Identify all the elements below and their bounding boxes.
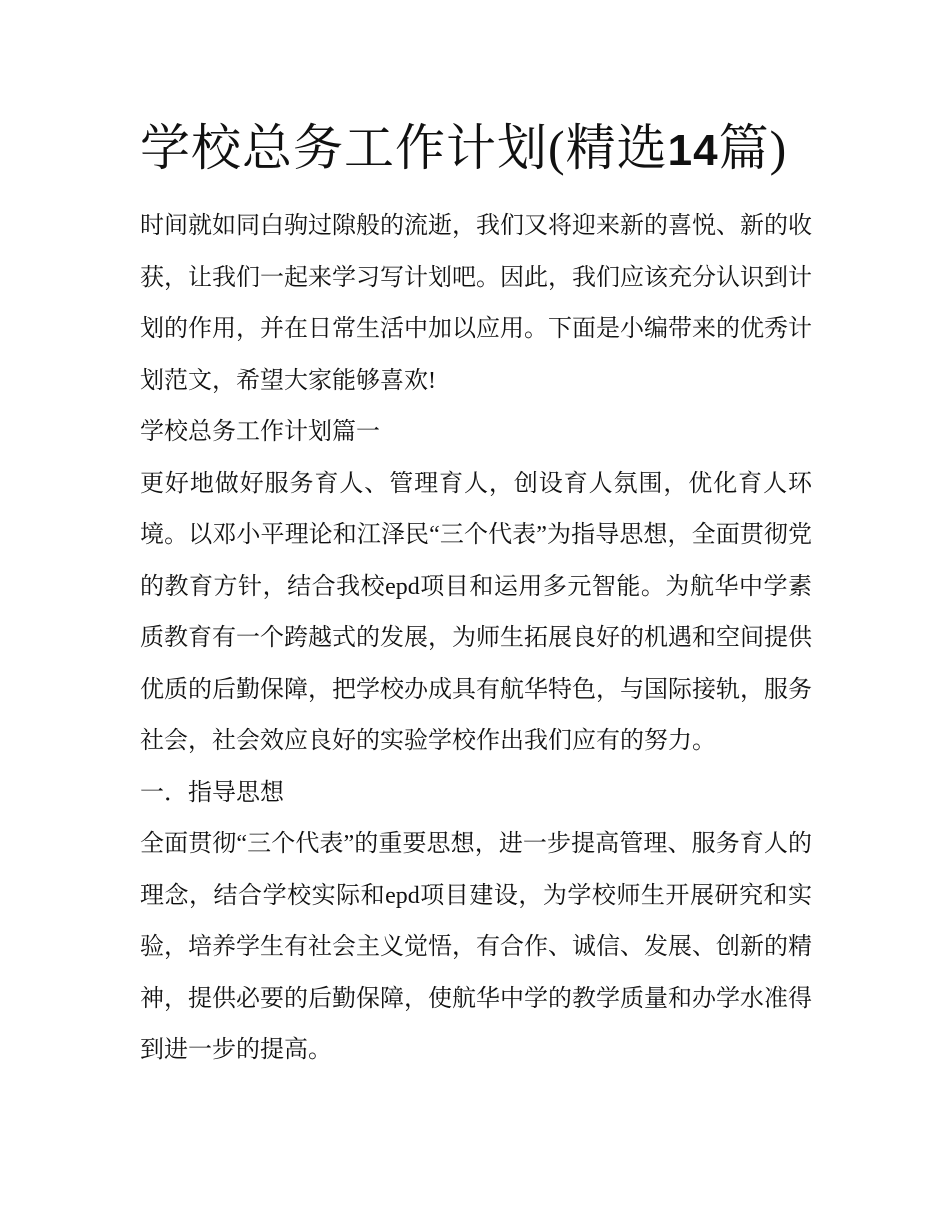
section-1-paragraph: 更好地做好服务育人、管理育人，创设育人氛围，优化育人环境。以邓小平理论和江泽民“三个代表”为指导思想，全面贯彻党的教育方针，结合我校epd项目和运用多元智能。为航华中学素质教育有一个跨越式的发展，为师生拓展良好的机遇和空间提供优质的后勤保障，把学校办成具有航华特色，与国际接轨，服务社会，社会效应良好的实验学校作出我们应有的努力。 bbox=[140, 470, 812, 754]
title-number: 14 bbox=[667, 126, 719, 175]
document-page bbox=[140, 108, 812, 1077]
document-title bbox=[140, 108, 812, 191]
subsection-heading-guiding-ideology: 一．指导思想 bbox=[140, 779, 284, 806]
title-text-start: 学校总务工作计划(精选 bbox=[140, 120, 668, 176]
section-heading-1: 学校总务工作计划篇一 bbox=[140, 419, 380, 445]
title-text-end: 篇) bbox=[718, 120, 788, 176]
intro-paragraph: 时间就如同白驹过隙般的流逝，我们又将迎来新的喜悦、新的收获，让我们一起来学习写计划吧。因此，我们应该充分认识到计划的作用，并在日常生活中加以应用。下面是小编带来的优秀计划范文，希望大家能够喜欢! bbox=[140, 213, 812, 394]
guiding-ideology-paragraph: 全面贯彻“三个代表”的重要思想，进一步提高管理、服务育人的理念，结合学校实际和epd项目建设，为学校师生开展研究和实验，培养学生有社会主义觉悟，有合作、诚信、发展、创新的精神，提供必要的后勤保障，使航华中学的教学质量和办学水准得到进一步的提高。 bbox=[140, 831, 812, 1063]
